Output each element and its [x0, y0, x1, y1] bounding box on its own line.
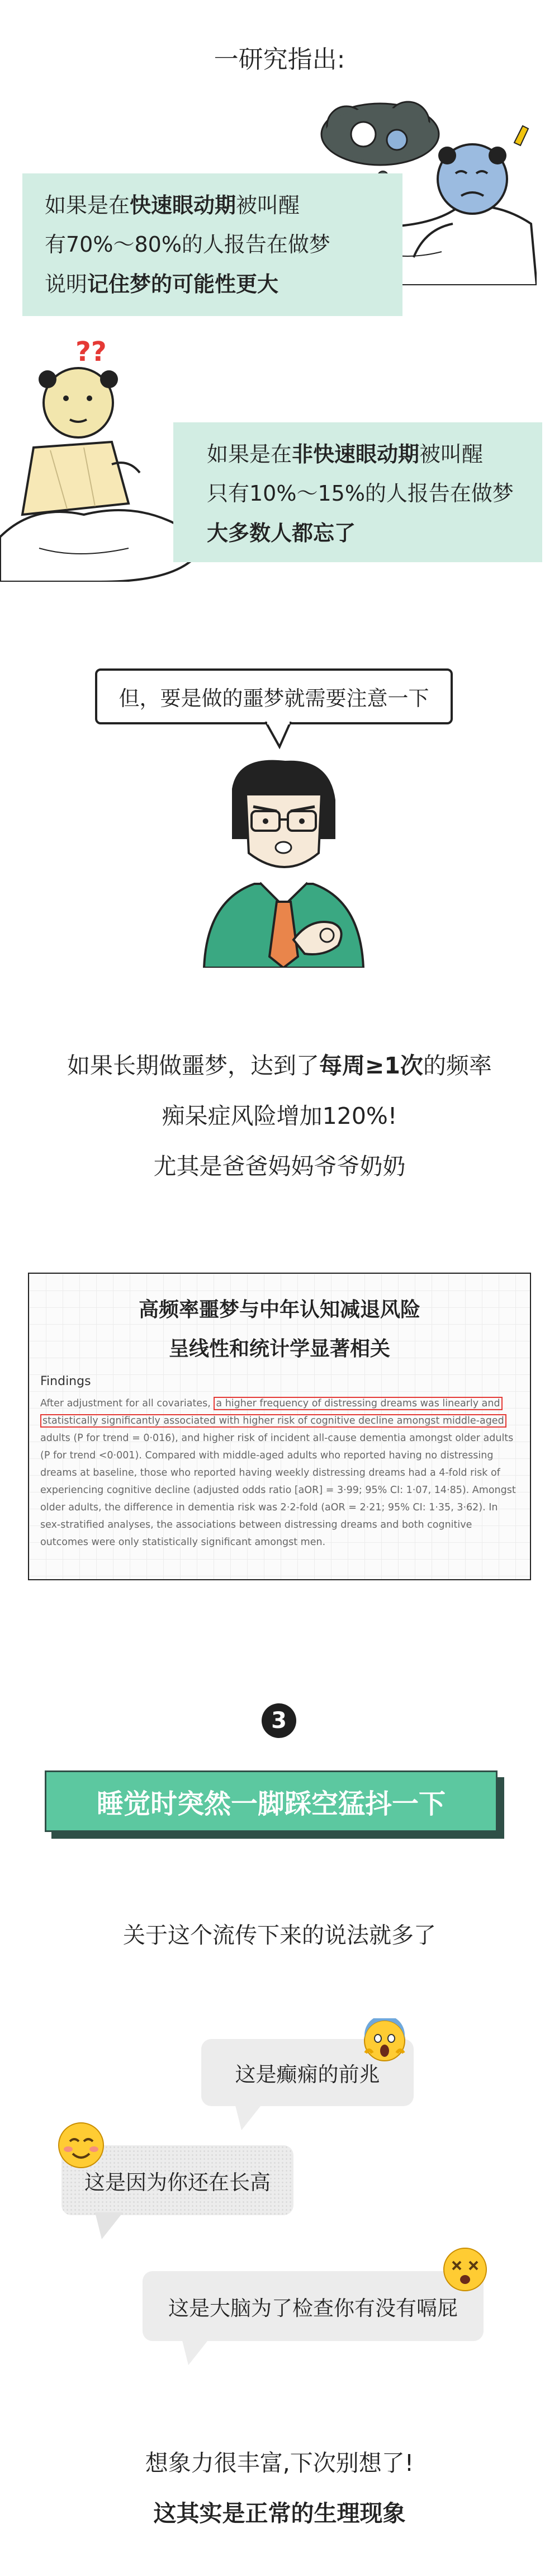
intro-title: 一研究指出: [214, 45, 345, 74]
rem-line-2: 有70%～80%的人报告在做梦 [45, 232, 330, 257]
question-mark-icon: ?? [75, 336, 107, 368]
nrem-line-2: 只有10%～15%的人报告在做梦 [207, 481, 514, 506]
bubble-3-tail [182, 2338, 215, 2366]
sleeper-face-icon [438, 144, 507, 214]
warning-text-block [0, 1040, 559, 1192]
study-title-2: 呈线性和统计学显著相关 [168, 1338, 390, 1360]
claim-bubble-brain-check: 这是大脑为了检查你有没有嗝屁 [143, 2271, 484, 2341]
claim-bubble-epilepsy: 这是癫痫的前兆 [201, 2039, 414, 2106]
blush-smile-emoji-icon [56, 2120, 106, 2170]
section-banner [45, 1770, 498, 1832]
rem-line-3: 说明记住梦的可能性更大 [45, 271, 279, 296]
warning-bubble-text: 但，要是做的噩梦就需要注意一下 [119, 686, 429, 710]
warning-speech-bubble [95, 668, 453, 724]
dizzy-face-emoji-icon [442, 2246, 489, 2294]
nrem-line-1: 如果是在非快速眼动期被叫醒 [207, 442, 484, 467]
confused-face-icon [39, 368, 118, 437]
angry-face-icon [246, 794, 321, 867]
claim-bubble-growing: 这是因为你还在长高 [61, 2145, 293, 2215]
outro-line-1: 想象力很丰富,下次别想了! [145, 2450, 414, 2476]
nrem-line-3: 大多数人都忘了 [207, 520, 356, 545]
highlight-box-2: statistically significantly associated with higher risk of cognitive decline amongst middle-aged [40, 1414, 506, 1428]
rem-line-1: 如果是在快速眼动期被叫醒 [45, 193, 300, 218]
bubble-1-tail [235, 2103, 268, 2131]
findings-paragraph: After adjustment for all covariates, a higher frequency of distressing dreams was linearly and statistically significantly associated with higher risk of cognitive decline amongst middle-aged adults (P for trend = 0·016), and higher risk of incident all-cause dementia amongst older adults (P for trend <0·001). Compared with middle-aged adults who reported having no distressing dreams at baseline, those who reported having weekly distressing dreams had a 4-fold risk of experiencing cognitive decline (adjusted odds ratio [aOR] = 3·99; 95% CI: 1·07, 14·85). Amongst older adults, the difference in dementia risk was 2·2-fold (aOR = 2·21; 95% CI: 1·35, 3·62). In sex-stratified analyses, the associations between distressing dreams and both cognitive outcomes were only statistically significant amongst men. [40, 1398, 516, 1548]
section-number-badge: 3 [262, 1703, 296, 1738]
study-title-1: 高频率噩梦与中年认知减退风险 [138, 1298, 420, 1321]
section-banner-text: 睡觉时突然一脚踩空猛抖一下 [96, 1788, 446, 1820]
warning-line-3: 尤其是爸爸妈妈爷爷奶奶 [153, 1153, 406, 1180]
warning-line-2: 痴呆症风险增加120%! [162, 1103, 397, 1129]
study-card [28, 1273, 531, 1580]
warning-line-1: 如果长期做噩梦，达到了每周≥1次的频率 [67, 1052, 492, 1079]
bubble-2-tail [95, 2212, 129, 2240]
scream-emoji-icon [362, 2018, 407, 2063]
highlight-box-1: a higher frequency of distressing dreams was linearly and [214, 1397, 502, 1410]
rem-info-box [22, 173, 402, 316]
findings-label: Findings [40, 1374, 91, 1388]
section-intro-text: 关于这个流传下来的说法就多了 [123, 1923, 436, 1948]
bubble-tail [263, 722, 296, 750]
pointing-man-illustration [193, 755, 372, 968]
outro-line-2: 这其实是正常的生理现象 [153, 2500, 406, 2527]
nrem-info-box [173, 422, 542, 562]
confused-sleeper-illustration [0, 336, 201, 582]
